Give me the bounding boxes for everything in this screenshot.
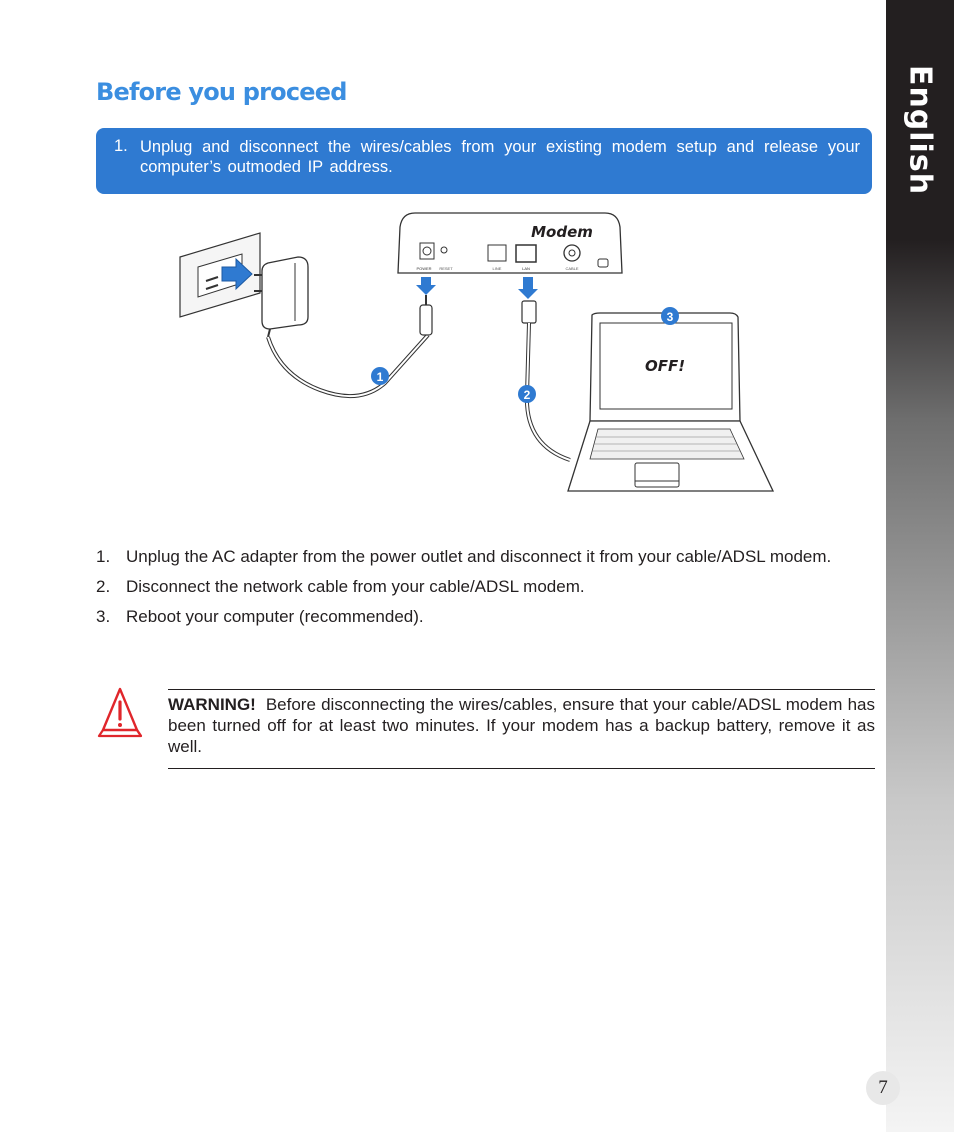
laptop	[568, 313, 773, 491]
port-cable-label: CABLE	[565, 266, 579, 271]
callout-2-label: 2	[523, 388, 531, 402]
warning-rule-top	[168, 689, 875, 690]
list-item	[96, 606, 876, 627]
step-number: 1.	[96, 547, 111, 566]
power-cable	[268, 335, 428, 396]
lan-plug	[522, 301, 536, 323]
port-line-label: LINE	[492, 266, 502, 271]
callout-3-label: 3	[666, 310, 674, 324]
step-number: 2.	[96, 577, 111, 596]
unplug-arrow-lan	[518, 277, 538, 299]
step-text: Reboot your computer (recommended).	[126, 607, 424, 626]
warning-rule-bottom	[168, 768, 875, 769]
warning-label: WARNING!	[168, 695, 256, 714]
callout-3	[661, 307, 679, 325]
modem-label: Modem	[531, 223, 593, 241]
language-tab	[886, 0, 954, 240]
step-number: 3.	[96, 607, 111, 626]
connection-diagram	[170, 205, 780, 505]
language-tab-label: English	[902, 64, 938, 196]
note-number: 1.	[114, 137, 128, 155]
warning-icon	[97, 686, 143, 742]
ac-adapter	[254, 257, 308, 337]
note-box	[96, 128, 872, 194]
unplug-arrow-power	[416, 277, 436, 295]
modem	[398, 213, 622, 273]
steps-list	[96, 546, 876, 636]
list-item	[96, 546, 876, 567]
step-text: Disconnect the network cable from your cable/ADSL modem.	[126, 577, 585, 596]
section-title: Before you proceed	[96, 78, 347, 106]
callout-2	[518, 385, 536, 403]
list-item	[96, 576, 876, 597]
callout-1-label: 1	[376, 370, 384, 384]
warning-text	[168, 694, 875, 757]
note-text: Unplug and disconnect the wires/cables from your existing modem setup and release your computer’s outmoded IP address.	[140, 138, 860, 176]
page-number: 7	[866, 1071, 900, 1105]
laptop-screen-text: OFF!	[644, 357, 686, 375]
warning-body: Before disconnecting the wires/cables, ensure that your cable/ADSL modem has been turned off for at least two minutes. If your modem has a backup battery, remove it as well.	[168, 695, 875, 756]
step-text: Unplug the AC adapter from the power outlet and disconnect it from your cable/ADSL modem.	[126, 547, 832, 566]
power-plug	[420, 295, 432, 335]
port-power-label: POWER	[416, 266, 432, 271]
port-lan-label: LAN	[522, 266, 530, 271]
callout-1	[371, 367, 389, 385]
port-reset-label: RESET	[439, 266, 453, 271]
